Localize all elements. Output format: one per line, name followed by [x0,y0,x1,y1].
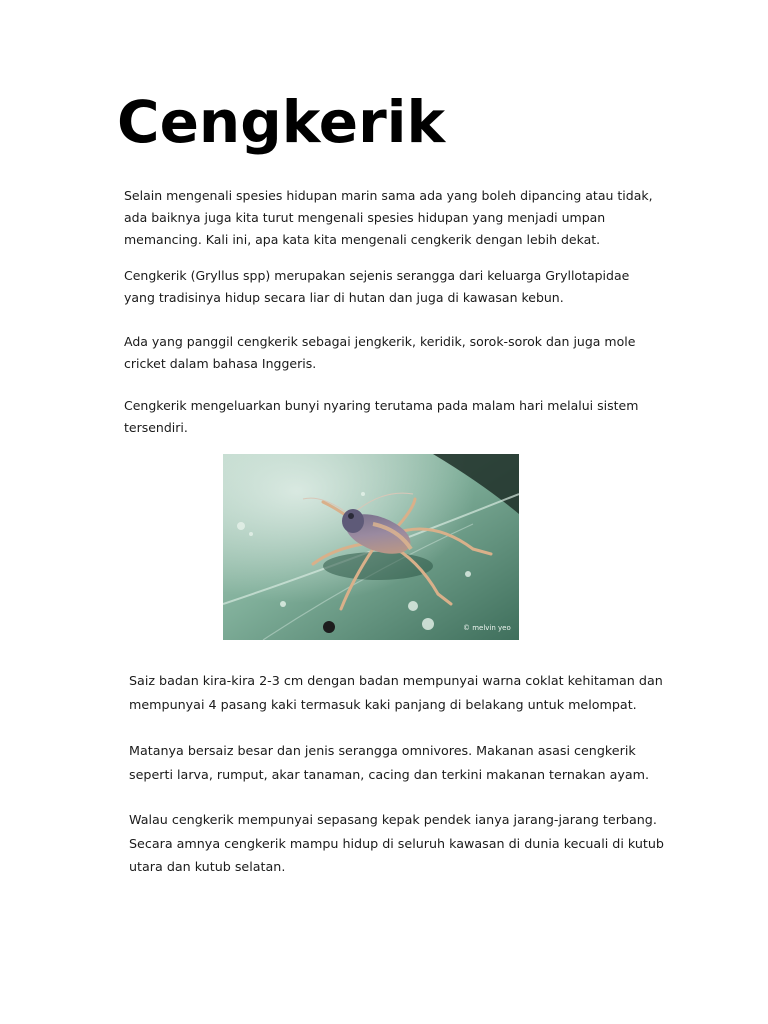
cricket-photo [223,454,519,640]
photo-watermark: © melvin yeo [463,624,511,632]
text-line: Secara amnya cengkerik mampu hidup di seluruh kawasan di dunia kecuali di kutub [129,835,664,851]
body-paragraph-1 [129,669,663,716]
text-line: Walau cengkerik mempunyai sepasang kepak pendek ianya jarang-jarang terbang. [129,812,657,827]
text-line: Ada yang panggil cengkerik sebagai jengkerik, keridik, sorok-sorok dan juga mole [124,334,636,349]
text-line: cricket dalam bahasa Inggeris. [124,356,317,371]
text-line: Cengkerik (Gryllus spp) merupakan sejenis serangga dari keluarga Gryllotapidae [124,268,630,283]
text-line: ada baiknya juga kita turut mengenali spesies hidupan yang menjadi umpan [124,210,606,225]
text-line: Cengkerik mengeluarkan bunyi nyaring terutama pada malam hari melalui sistem [124,398,639,413]
text-line: Selain mengenali spesies hidupan marin sama ada yang boleh dipancing atau tidak, [124,188,653,203]
text-line: tersendiri. [124,420,188,435]
cricket-eye [348,513,354,519]
text-line: Saiz badan kira-kira 2-3 cm dengan badan mempunyai warna coklat kehitaman dan [129,673,663,688]
text-line: memancing. Kali ini, apa kata kita mengenali cengkerik dengan lebih dekat. [124,232,601,247]
intro-paragraph-3 [124,331,635,375]
text-line: yang tradisinya hidup secara liar di hutan dan juga di kawasan kebun. [124,290,564,305]
page-title: Cengkerik [117,88,446,156]
text-line: mempunyai 4 pasang kaki termasuk kaki panjang di belakang untuk melompat. [129,696,637,712]
intro-paragraph-2 [124,265,629,309]
body-paragraph-3 [129,808,664,879]
intro-paragraph-1 [124,185,653,251]
text-line: Matanya bersaiz besar dan jenis serangga omnivores. Makanan asasi cengkerik [129,743,636,758]
cricket-head [342,509,364,533]
leaf-spot [323,621,335,633]
intro-paragraph-4 [124,395,638,439]
text-line: seperti larva, rumput, akar tanaman, cacing dan terkini makanan ternakan ayam. [129,766,650,782]
text-line: utara dan kutub selatan. [129,859,286,874]
body-paragraph-2 [129,739,649,786]
